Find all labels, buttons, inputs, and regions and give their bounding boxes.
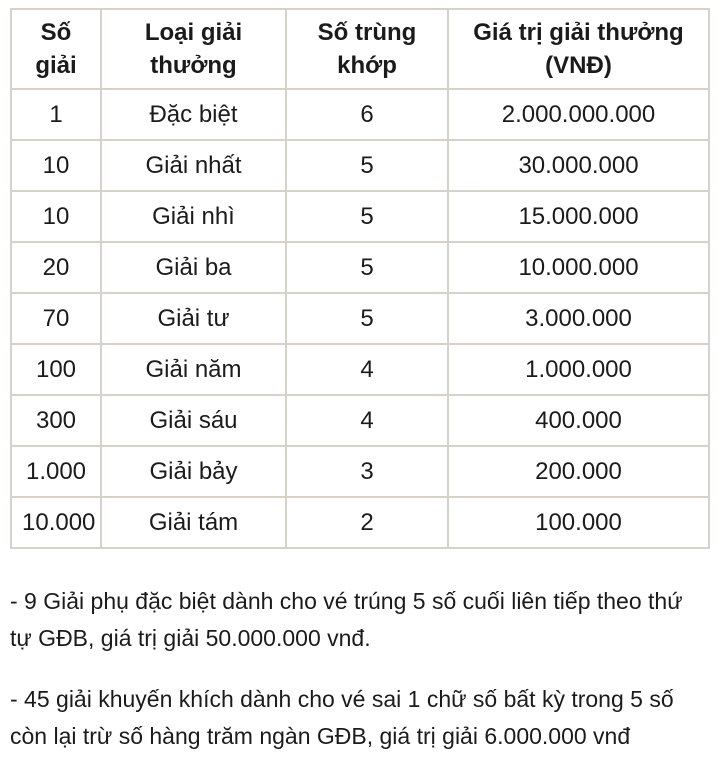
cell-prize-count: 100 (11, 344, 101, 395)
cell-match-count: 4 (286, 395, 448, 446)
table-row (11, 293, 709, 344)
cell-prize-count: 1.000 (11, 446, 101, 497)
cell-prize-count: 20 (11, 242, 101, 293)
cell-prize-value: 10.000.000 (448, 242, 709, 293)
cell-prize-count: 70 (11, 293, 101, 344)
cell-prize-type: Giải sáu (101, 395, 286, 446)
cell-match-count: 6 (286, 89, 448, 140)
cell-prize-type: Đặc biệt (101, 89, 286, 140)
header-match-count: Số trùng khớp (286, 9, 448, 89)
cell-prize-count: 300 (11, 395, 101, 446)
cell-prize-count: 10 (11, 140, 101, 191)
table-row (11, 497, 709, 548)
cell-prize-value: 100.000 (448, 497, 709, 548)
table-row (11, 395, 709, 446)
cell-match-count: 5 (286, 191, 448, 242)
table-row (11, 344, 709, 395)
table-row (11, 242, 709, 293)
table-row (11, 191, 709, 242)
cell-prize-type: Giải tám (101, 497, 286, 548)
header-prize-count: Số giải (11, 9, 101, 89)
cell-prize-type: Giải ba (101, 242, 286, 293)
footnotes (10, 583, 710, 754)
cell-match-count: 2 (286, 497, 448, 548)
cell-match-count: 5 (286, 293, 448, 344)
cell-match-count: 3 (286, 446, 448, 497)
cell-prize-value: 30.000.000 (448, 140, 709, 191)
footnote-special-sub-prize: - 9 Giải phụ đặc biệt dành cho vé trúng 5 số cuối liên tiếp theo thứ tự GĐB, giá trị giải 50.000.000 vnđ. (10, 588, 683, 652)
header-prize-value: Giá trị giải thưởng (VNĐ) (448, 9, 709, 89)
cell-match-count: 4 (286, 344, 448, 395)
cell-match-count: 5 (286, 242, 448, 293)
footnote-consolation-prize: - 45 giải khuyến khích dành cho vé sai 1 chữ số bất kỳ trong 5 số còn lại trừ số hàng trăm ngàn GĐB, giá trị giải 6.000.000 vnđ (10, 685, 674, 749)
cell-prize-value: 15.000.000 (448, 191, 709, 242)
cell-prize-value: 1.000.000 (448, 344, 709, 395)
table-row (11, 140, 709, 191)
cell-prize-value: 3.000.000 (448, 293, 709, 344)
cell-prize-count: 10.000 (11, 497, 101, 548)
cell-prize-count: 1 (11, 89, 101, 140)
prize-table (10, 8, 710, 549)
header-prize-type: Loại giải thưởng (101, 9, 286, 89)
table-row (11, 446, 709, 497)
table-header-row (11, 9, 709, 89)
cell-prize-type: Giải năm (101, 344, 286, 395)
cell-prize-type: Giải nhất (101, 140, 286, 191)
table-row (11, 89, 709, 140)
cell-prize-value: 400.000 (448, 395, 709, 446)
cell-match-count: 5 (286, 140, 448, 191)
cell-prize-value: 2.000.000.000 (448, 89, 709, 140)
cell-prize-value: 200.000 (448, 446, 709, 497)
cell-prize-type: Giải tư (101, 293, 286, 344)
cell-prize-type: Giải bảy (101, 446, 286, 497)
cell-prize-type: Giải nhì (101, 191, 286, 242)
cell-prize-count: 10 (11, 191, 101, 242)
